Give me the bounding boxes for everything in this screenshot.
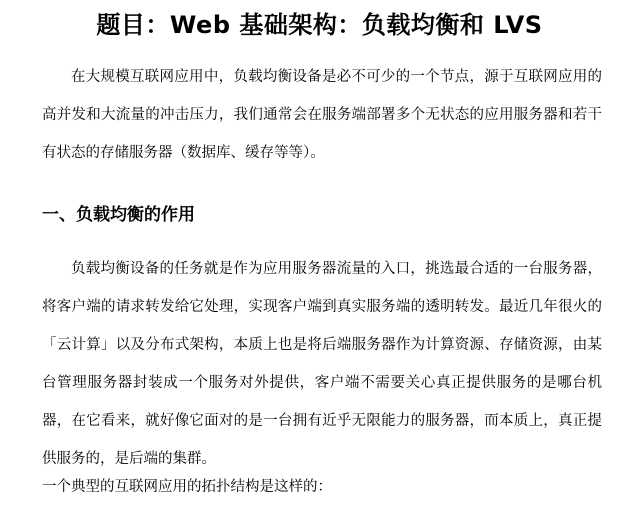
topology-intro-paragraph: 一个典型的互联网应用的拓扑结构是这样的： [42,479,332,495]
intro-paragraph: 在大规模互联网应用中，负载均衡设备是必不可少的一个节点，源于互联网应用的高并发和大流量的冲击压力，我们通常会在服务端部署多个无状态的应用服务器和若干有状态的存储服务器（数据库、缓存等等）。 [42,69,602,161]
section-heading: 一、负载均衡的作用 [42,205,195,225]
section-paragraph: 负载均衡设备的任务就是作为应用服务器流量的入口，挑选最合适的一台服务器，将客户端的请求转发给它处理，实现客户端到真实服务端的透明转发。最近几年很火的「云计算」以及分布式架构，本质上也是将后端服务器作为计算资源、存储资源，由某台管理服务器封装成一个服务对外提供，客户端不需要关心真正提供服务的是哪台机器，在它看来，就好像它面对的是一台拥有近乎无限能力的服务器，而本质上，真正提供服务的，是后端的集群。 [42,261,602,467]
document-title: 题目：Web 基础架构：负载均衡和 LVS [96,11,543,39]
